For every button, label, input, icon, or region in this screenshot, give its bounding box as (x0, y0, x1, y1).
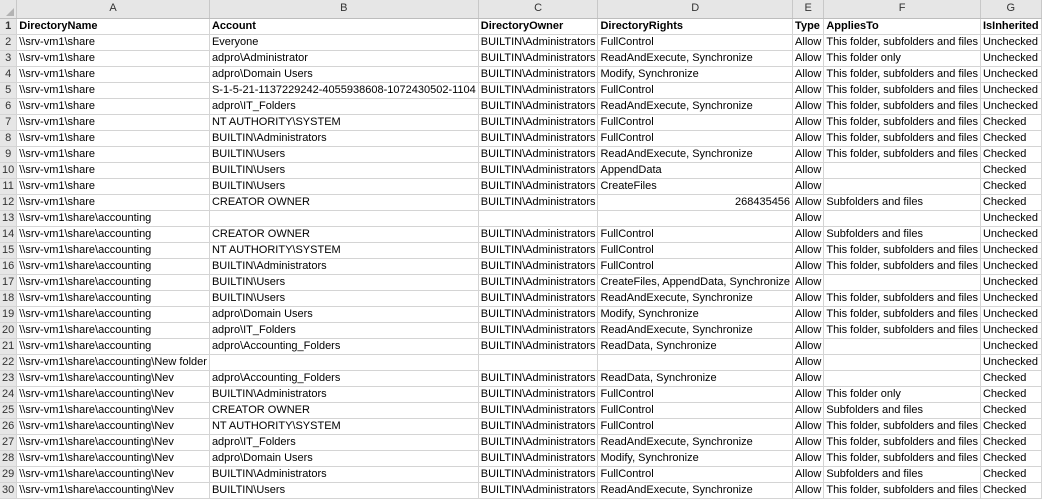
cell-c9[interactable]: BUILTIN\Administrators (478, 146, 598, 162)
cell-d3[interactable]: ReadAndExecute, Synchronize (598, 50, 793, 66)
table-row (0, 482, 1041, 498)
cell-f10[interactable] (824, 162, 981, 178)
cell-f30[interactable]: This folder, subfolders and files (824, 482, 981, 498)
cell-d21[interactable]: ReadData, Synchronize (598, 338, 793, 354)
table-row (0, 354, 1041, 370)
row-header[interactable]: 9 (0, 146, 17, 162)
cell-a4[interactable]: \\srv-vm1\share (17, 66, 210, 82)
row-header[interactable]: 4 (0, 66, 17, 82)
cell-c8[interactable]: BUILTIN\Administrators (478, 130, 598, 146)
cell-f6[interactable]: This folder, subfolders and files (824, 98, 981, 114)
cell-f5[interactable]: This folder, subfolders and files (824, 82, 981, 98)
cell-b12[interactable]: CREATOR OWNER (209, 194, 478, 210)
cell-b13[interactable] (209, 210, 478, 226)
cell-g1[interactable]: IsInherited (980, 18, 1041, 34)
cell-c11[interactable]: BUILTIN\Administrators (478, 178, 598, 194)
cell-c1[interactable]: DirectoryOwner (478, 18, 598, 34)
row-header[interactable]: 28 (0, 450, 17, 466)
cell-g26[interactable]: Checked (980, 418, 1041, 434)
cell-a27[interactable]: \\srv-vm1\share\accounting\Nev (17, 434, 210, 450)
cell-c26[interactable]: BUILTIN\Administrators (478, 418, 598, 434)
cell-b26[interactable]: NT AUTHORITY\SYSTEM (209, 418, 478, 434)
cell-a23[interactable]: \\srv-vm1\share\accounting\Nev (17, 370, 210, 386)
cell-a19[interactable]: \\srv-vm1\share\accounting (17, 306, 210, 322)
cell-c22[interactable] (478, 354, 598, 370)
cell-d28[interactable]: Modify, Synchronize (598, 450, 793, 466)
cell-g13[interactable]: Unchecked (980, 210, 1041, 226)
cell-b21[interactable]: adpro\Accounting_Folders (209, 338, 478, 354)
cell-b17[interactable]: BUILTIN\Users (209, 274, 478, 290)
cell-a6[interactable]: \\srv-vm1\share (17, 98, 210, 114)
cell-c28[interactable]: BUILTIN\Administrators (478, 450, 598, 466)
table-row (0, 306, 1041, 322)
cell-b2[interactable]: Everyone (209, 34, 478, 50)
cell-a21[interactable]: \\srv-vm1\share\accounting (17, 338, 210, 354)
cell-a15[interactable]: \\srv-vm1\share\accounting (17, 242, 210, 258)
cell-c20[interactable]: BUILTIN\Administrators (478, 322, 598, 338)
cell-g11[interactable]: Checked (980, 178, 1041, 194)
cell-d26[interactable]: FullControl (598, 418, 793, 434)
cell-c12[interactable]: BUILTIN\Administrators (478, 194, 598, 210)
cell-f13[interactable] (824, 210, 981, 226)
select-all-corner[interactable] (0, 0, 17, 18)
cell-e25[interactable]: Allow (793, 402, 824, 418)
cell-f7[interactable]: This folder, subfolders and files (824, 114, 981, 130)
cell-c21[interactable]: BUILTIN\Administrators (478, 338, 598, 354)
cell-f26[interactable]: This folder, subfolders and files (824, 418, 981, 434)
cell-e5[interactable]: Allow (793, 82, 824, 98)
cell-e4[interactable]: Allow (793, 66, 824, 82)
cell-f17[interactable] (824, 274, 981, 290)
cell-c17[interactable]: BUILTIN\Administrators (478, 274, 598, 290)
cell-d25[interactable]: FullControl (598, 402, 793, 418)
table-row (0, 82, 1041, 98)
row-header[interactable]: 3 (0, 50, 17, 66)
cell-g7[interactable]: Checked (980, 114, 1041, 130)
cell-a29[interactable]: \\srv-vm1\share\accounting\Nev (17, 466, 210, 482)
cell-g23[interactable]: Checked (980, 370, 1041, 386)
cell-e30[interactable]: Allow (793, 482, 824, 498)
column-header-e[interactable]: E (793, 0, 824, 18)
cell-e13[interactable]: Allow (793, 210, 824, 226)
cell-d29[interactable]: FullControl (598, 466, 793, 482)
cell-e20[interactable]: Allow (793, 322, 824, 338)
row-header[interactable]: 2 (0, 34, 17, 50)
table-row (0, 338, 1041, 354)
cell-f4[interactable]: This folder, subfolders and files (824, 66, 981, 82)
row-header[interactable]: 22 (0, 354, 17, 370)
cell-f21[interactable] (824, 338, 981, 354)
cell-d2[interactable]: FullControl (598, 34, 793, 50)
cell-c10[interactable]: BUILTIN\Administrators (478, 162, 598, 178)
row-header[interactable]: 29 (0, 466, 17, 482)
cell-e6[interactable]: Allow (793, 98, 824, 114)
cell-a7[interactable]: \\srv-vm1\share (17, 114, 210, 130)
cell-a1[interactable]: DirectoryName (17, 18, 210, 34)
cell-b20[interactable]: adpro\IT_Folders (209, 322, 478, 338)
cell-d5[interactable]: FullControl (598, 82, 793, 98)
cell-b3[interactable]: adpro\Administrator (209, 50, 478, 66)
row-header[interactable]: 6 (0, 98, 17, 114)
cell-c18[interactable]: BUILTIN\Administrators (478, 290, 598, 306)
row-header[interactable]: 1 (0, 18, 17, 34)
table-row (0, 34, 1041, 50)
cell-g20[interactable]: Unchecked (980, 322, 1041, 338)
cell-e11[interactable]: Allow (793, 178, 824, 194)
cell-a3[interactable]: \\srv-vm1\share (17, 50, 210, 66)
table-row (0, 370, 1041, 386)
column-header-d[interactable]: D (598, 0, 793, 18)
cell-a12[interactable]: \\srv-vm1\share (17, 194, 210, 210)
cell-f8[interactable]: This folder, subfolders and files (824, 130, 981, 146)
cell-d30[interactable]: ReadAndExecute, Synchronize (598, 482, 793, 498)
cell-f14[interactable]: Subfolders and files (824, 226, 981, 242)
table-row (0, 386, 1041, 402)
cell-e26[interactable]: Allow (793, 418, 824, 434)
cell-f15[interactable]: This folder, subfolders and files (824, 242, 981, 258)
cell-g30[interactable]: Checked (980, 482, 1041, 498)
cell-c23[interactable]: BUILTIN\Administrators (478, 370, 598, 386)
cell-e16[interactable]: Allow (793, 258, 824, 274)
cell-f29[interactable]: Subfolders and files (824, 466, 981, 482)
cell-g18[interactable]: Unchecked (980, 290, 1041, 306)
cell-g5[interactable]: Unchecked (980, 82, 1041, 98)
cell-d1[interactable]: DirectoryRights (598, 18, 793, 34)
cell-b8[interactable]: BUILTIN\Administrators (209, 130, 478, 146)
cell-d15[interactable]: FullControl (598, 242, 793, 258)
cell-b11[interactable]: BUILTIN\Users (209, 178, 478, 194)
cell-a5[interactable]: \\srv-vm1\share (17, 82, 210, 98)
column-header-c[interactable]: C (478, 0, 598, 18)
row-header[interactable]: 25 (0, 402, 17, 418)
row-header[interactable]: 21 (0, 338, 17, 354)
row-header[interactable]: 19 (0, 306, 17, 322)
cell-g2[interactable]: Unchecked (980, 34, 1041, 50)
cell-c14[interactable]: BUILTIN\Administrators (478, 226, 598, 242)
cell-b18[interactable]: BUILTIN\Users (209, 290, 478, 306)
cell-d18[interactable]: ReadAndExecute, Synchronize (598, 290, 793, 306)
cell-d24[interactable]: FullControl (598, 386, 793, 402)
row-header[interactable]: 5 (0, 82, 17, 98)
cell-f2[interactable]: This folder, subfolders and files (824, 34, 981, 50)
cell-e21[interactable]: Allow (793, 338, 824, 354)
cell-f25[interactable]: Subfolders and files (824, 402, 981, 418)
cell-b25[interactable]: CREATOR OWNER (209, 402, 478, 418)
cell-g16[interactable]: Unchecked (980, 258, 1041, 274)
cell-g24[interactable]: Checked (980, 386, 1041, 402)
cell-c4[interactable]: BUILTIN\Administrators (478, 66, 598, 82)
row-header[interactable]: 14 (0, 226, 17, 242)
row-header[interactable]: 23 (0, 370, 17, 386)
cell-c29[interactable]: BUILTIN\Administrators (478, 466, 598, 482)
column-header-row (0, 0, 1041, 18)
cell-d16[interactable]: FullControl (598, 258, 793, 274)
cell-d14[interactable]: FullControl (598, 226, 793, 242)
cell-f1[interactable]: AppliesTo (824, 18, 981, 34)
cell-d13[interactable] (598, 210, 793, 226)
cell-d4[interactable]: Modify, Synchronize (598, 66, 793, 82)
cell-b6[interactable]: adpro\IT_Folders (209, 98, 478, 114)
cell-b28[interactable]: adpro\Domain Users (209, 450, 478, 466)
cell-b30[interactable]: BUILTIN\Users (209, 482, 478, 498)
cell-b10[interactable]: BUILTIN\Users (209, 162, 478, 178)
row-header[interactable]: 24 (0, 386, 17, 402)
cell-d6[interactable]: ReadAndExecute, Synchronize (598, 98, 793, 114)
cell-c19[interactable]: BUILTIN\Administrators (478, 306, 598, 322)
cell-b27[interactable]: adpro\IT_Folders (209, 434, 478, 450)
cell-e23[interactable]: Allow (793, 370, 824, 386)
row-header[interactable]: 27 (0, 434, 17, 450)
cell-a30[interactable]: \\srv-vm1\share\accounting\Nev (17, 482, 210, 498)
table-row (0, 450, 1041, 466)
table-row (0, 290, 1041, 306)
cell-b19[interactable]: adpro\Domain Users (209, 306, 478, 322)
cell-e12[interactable]: Allow (793, 194, 824, 210)
table-row (0, 242, 1041, 258)
cell-f24[interactable]: This folder only (824, 386, 981, 402)
cell-f22[interactable] (824, 354, 981, 370)
cell-c24[interactable]: BUILTIN\Administrators (478, 386, 598, 402)
cell-e10[interactable]: Allow (793, 162, 824, 178)
cell-a10[interactable]: \\srv-vm1\share (17, 162, 210, 178)
cell-e19[interactable]: Allow (793, 306, 824, 322)
cell-g19[interactable]: Unchecked (980, 306, 1041, 322)
table-row (0, 146, 1041, 162)
cell-d17[interactable]: CreateFiles, AppendData, Synchronize (598, 274, 793, 290)
table-header-row (0, 18, 1041, 34)
cell-a25[interactable]: \\srv-vm1\share\accounting\Nev (17, 402, 210, 418)
cell-e9[interactable]: Allow (793, 146, 824, 162)
row-header[interactable]: 17 (0, 274, 17, 290)
column-header-b[interactable]: B (209, 0, 478, 18)
cell-e7[interactable]: Allow (793, 114, 824, 130)
cell-g21[interactable]: Unchecked (980, 338, 1041, 354)
cell-b24[interactable]: BUILTIN\Administrators (209, 386, 478, 402)
cell-e3[interactable]: Allow (793, 50, 824, 66)
table-row (0, 274, 1041, 290)
cell-a8[interactable]: \\srv-vm1\share (17, 130, 210, 146)
cell-c3[interactable]: BUILTIN\Administrators (478, 50, 598, 66)
table-row (0, 50, 1041, 66)
cell-d20[interactable]: ReadAndExecute, Synchronize (598, 322, 793, 338)
cell-b14[interactable]: CREATOR OWNER (209, 226, 478, 242)
cell-g6[interactable]: Unchecked (980, 98, 1041, 114)
cell-f3[interactable]: This folder only (824, 50, 981, 66)
cell-a17[interactable]: \\srv-vm1\share\accounting (17, 274, 210, 290)
cell-a9[interactable]: \\srv-vm1\share (17, 146, 210, 162)
cell-f16[interactable]: This folder, subfolders and files (824, 258, 981, 274)
cell-a28[interactable]: \\srv-vm1\share\accounting\Nev (17, 450, 210, 466)
cell-f18[interactable]: This folder, subfolders and files (824, 290, 981, 306)
row-header[interactable]: 15 (0, 242, 17, 258)
table-row (0, 322, 1041, 338)
cell-d8[interactable]: FullControl (598, 130, 793, 146)
cell-d12[interactable]: 268435456 (598, 194, 793, 210)
cell-f11[interactable] (824, 178, 981, 194)
cell-a14[interactable]: \\srv-vm1\share\accounting (17, 226, 210, 242)
cell-d10[interactable]: AppendData (598, 162, 793, 178)
cell-e28[interactable]: Allow (793, 450, 824, 466)
cell-c5[interactable]: BUILTIN\Administrators (478, 82, 598, 98)
cell-e2[interactable]: Allow (793, 34, 824, 50)
cell-e29[interactable]: Allow (793, 466, 824, 482)
cell-d11[interactable]: CreateFiles (598, 178, 793, 194)
cell-b4[interactable]: adpro\Domain Users (209, 66, 478, 82)
cell-g4[interactable]: Unchecked (980, 66, 1041, 82)
row-header[interactable]: 10 (0, 162, 17, 178)
cell-a22[interactable]: \\srv-vm1\share\accounting\New folder (17, 354, 210, 370)
cell-d9[interactable]: ReadAndExecute, Synchronize (598, 146, 793, 162)
cell-e22[interactable]: Allow (793, 354, 824, 370)
row-header[interactable]: 11 (0, 178, 17, 194)
cell-g28[interactable]: Checked (980, 450, 1041, 466)
cell-f9[interactable]: This folder, subfolders and files (824, 146, 981, 162)
cell-d23[interactable]: ReadData, Synchronize (598, 370, 793, 386)
cell-g12[interactable]: Checked (980, 194, 1041, 210)
cell-g17[interactable]: Unchecked (980, 274, 1041, 290)
cell-d19[interactable]: Modify, Synchronize (598, 306, 793, 322)
table-row (0, 434, 1041, 450)
cell-c2[interactable]: BUILTIN\Administrators (478, 34, 598, 50)
table-row (0, 66, 1041, 82)
row-header[interactable]: 16 (0, 258, 17, 274)
cell-g10[interactable]: Checked (980, 162, 1041, 178)
cell-a20[interactable]: \\srv-vm1\share\accounting (17, 322, 210, 338)
cell-c7[interactable]: BUILTIN\Administrators (478, 114, 598, 130)
cell-e1[interactable]: Type (793, 18, 824, 34)
cell-b9[interactable]: BUILTIN\Users (209, 146, 478, 162)
cell-c27[interactable]: BUILTIN\Administrators (478, 434, 598, 450)
table-row (0, 130, 1041, 146)
cell-c15[interactable]: BUILTIN\Administrators (478, 242, 598, 258)
cell-a18[interactable]: \\srv-vm1\share\accounting (17, 290, 210, 306)
cell-g27[interactable]: Checked (980, 434, 1041, 450)
cell-g25[interactable]: Checked (980, 402, 1041, 418)
table-row (0, 402, 1041, 418)
column-header-f[interactable]: F (824, 0, 981, 18)
cell-b1[interactable]: Account (209, 18, 478, 34)
row-header[interactable]: 12 (0, 194, 17, 210)
table-row (0, 178, 1041, 194)
cell-a16[interactable]: \\srv-vm1\share\accounting (17, 258, 210, 274)
cell-a26[interactable]: \\srv-vm1\share\accounting\Nev (17, 418, 210, 434)
cell-d7[interactable]: FullControl (598, 114, 793, 130)
table-row (0, 226, 1041, 242)
cell-e24[interactable]: Allow (793, 386, 824, 402)
table-row (0, 258, 1041, 274)
cell-f20[interactable]: This folder, subfolders and files (824, 322, 981, 338)
row-header[interactable]: 7 (0, 114, 17, 130)
cell-f12[interactable]: Subfolders and files (824, 194, 981, 210)
cell-d27[interactable]: ReadAndExecute, Synchronize (598, 434, 793, 450)
cell-a24[interactable]: \\srv-vm1\share\accounting\Nev (17, 386, 210, 402)
cell-e18[interactable]: Allow (793, 290, 824, 306)
cell-g15[interactable]: Unchecked (980, 242, 1041, 258)
row-header[interactable]: 20 (0, 322, 17, 338)
table-row (0, 162, 1041, 178)
cell-a2[interactable]: \\srv-vm1\share (17, 34, 210, 50)
row-header[interactable]: 13 (0, 210, 17, 226)
table-row (0, 418, 1041, 434)
cell-b23[interactable]: adpro\Accounting_Folders (209, 370, 478, 386)
cell-c25[interactable]: BUILTIN\Administrators (478, 402, 598, 418)
table-row (0, 466, 1041, 482)
table-row (0, 210, 1041, 226)
cell-e27[interactable]: Allow (793, 434, 824, 450)
cell-a11[interactable]: \\srv-vm1\share (17, 178, 210, 194)
cell-g3[interactable]: Unchecked (980, 50, 1041, 66)
cell-b16[interactable]: BUILTIN\Administrators (209, 258, 478, 274)
cell-g8[interactable]: Checked (980, 130, 1041, 146)
cell-e17[interactable]: Allow (793, 274, 824, 290)
table-row (0, 194, 1041, 210)
cell-f23[interactable] (824, 370, 981, 386)
cell-b22[interactable] (209, 354, 478, 370)
cell-c16[interactable]: BUILTIN\Administrators (478, 258, 598, 274)
table-row (0, 98, 1041, 114)
cell-f27[interactable]: This folder, subfolders and files (824, 434, 981, 450)
cell-e8[interactable]: Allow (793, 130, 824, 146)
cell-c6[interactable]: BUILTIN\Administrators (478, 98, 598, 114)
table-row (0, 114, 1041, 130)
cell-f28[interactable]: This folder, subfolders and files (824, 450, 981, 466)
cell-c13[interactable] (478, 210, 598, 226)
row-header[interactable]: 30 (0, 482, 17, 498)
cell-g29[interactable]: Checked (980, 466, 1041, 482)
cell-e15[interactable]: Allow (793, 242, 824, 258)
row-header[interactable]: 26 (0, 418, 17, 434)
cell-d22[interactable] (598, 354, 793, 370)
cell-b7[interactable]: NT AUTHORITY\SYSTEM (209, 114, 478, 130)
column-header-g[interactable]: G (980, 0, 1041, 18)
cell-g14[interactable]: Unchecked (980, 226, 1041, 242)
cell-b29[interactable]: BUILTIN\Administrators (209, 466, 478, 482)
column-header-a[interactable]: A (17, 0, 210, 18)
cell-a13[interactable]: \\srv-vm1\share\accounting (17, 210, 210, 226)
cell-c30[interactable]: BUILTIN\Administrators (478, 482, 598, 498)
cell-b15[interactable]: NT AUTHORITY\SYSTEM (209, 242, 478, 258)
cell-g22[interactable]: Unchecked (980, 354, 1041, 370)
cell-g9[interactable]: Checked (980, 146, 1041, 162)
cell-e14[interactable]: Allow (793, 226, 824, 242)
cell-b5[interactable]: S-1-5-21-1137229242-4055938608-1072430502-1104 (209, 82, 478, 98)
row-header[interactable]: 8 (0, 130, 17, 146)
cell-f19[interactable]: This folder, subfolders and files (824, 306, 981, 322)
row-header[interactable]: 18 (0, 290, 17, 306)
